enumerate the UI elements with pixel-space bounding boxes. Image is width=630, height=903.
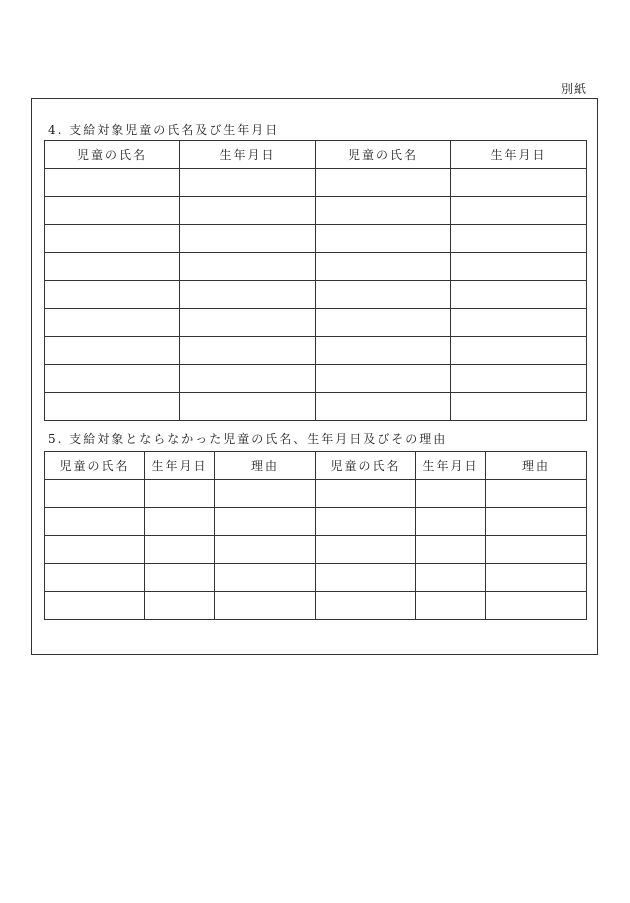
table-row (45, 536, 587, 564)
table-cell[interactable] (316, 281, 451, 309)
table-cell[interactable] (451, 225, 587, 253)
table-cell[interactable] (451, 253, 587, 281)
table-cell[interactable] (451, 309, 587, 337)
table-row (45, 337, 587, 365)
ineligible-children-table (44, 451, 587, 620)
table-cell[interactable] (45, 169, 180, 197)
table-cell[interactable] (180, 337, 316, 365)
table-cell[interactable] (180, 225, 316, 253)
table-row (45, 480, 587, 508)
table-cell[interactable] (180, 393, 316, 421)
table-cell[interactable] (316, 480, 416, 508)
table-cell[interactable] (486, 592, 587, 620)
table-header-row (45, 141, 587, 169)
table-cell[interactable] (486, 536, 587, 564)
table-cell[interactable] (45, 225, 180, 253)
table-cell[interactable] (316, 508, 416, 536)
table-cell[interactable] (45, 393, 180, 421)
table-cell[interactable] (451, 365, 587, 393)
table-cell[interactable] (145, 592, 215, 620)
table-cell[interactable] (45, 592, 145, 620)
table-cell[interactable] (316, 536, 416, 564)
table-cell[interactable] (45, 508, 145, 536)
table-row (45, 225, 587, 253)
eligible-children-rows (45, 169, 587, 421)
table-cell[interactable] (180, 197, 316, 225)
column-header-birth-date: 生年月日 (416, 452, 486, 480)
section-5-title: 5. 支給対象とならなかった児童の氏名、生年月日及びその理由 (48, 432, 448, 446)
column-header-child-name: 児童の氏名 (45, 452, 145, 480)
table-cell[interactable] (316, 309, 451, 337)
table-cell[interactable] (215, 480, 316, 508)
table-cell[interactable] (416, 508, 486, 536)
table-row (45, 309, 587, 337)
table-cell[interactable] (486, 480, 587, 508)
table-cell[interactable] (145, 480, 215, 508)
table-cell[interactable] (45, 197, 180, 225)
table-cell[interactable] (486, 508, 587, 536)
table-cell[interactable] (215, 592, 316, 620)
column-header-birth-date: 生年月日 (451, 141, 587, 169)
table-cell[interactable] (145, 564, 215, 592)
column-header-birth-date: 生年月日 (145, 452, 215, 480)
table-cell[interactable] (416, 536, 486, 564)
table-row (45, 564, 587, 592)
table-row (45, 508, 587, 536)
table-cell[interactable] (416, 480, 486, 508)
table-header-row (45, 452, 587, 480)
table-cell[interactable] (215, 564, 316, 592)
table-cell[interactable] (45, 281, 180, 309)
table-cell[interactable] (316, 592, 416, 620)
table-cell[interactable] (316, 337, 451, 365)
table-cell[interactable] (145, 508, 215, 536)
table-cell[interactable] (316, 225, 451, 253)
table-cell[interactable] (45, 536, 145, 564)
table-cell[interactable] (451, 169, 587, 197)
column-header-child-name: 児童の氏名 (45, 141, 180, 169)
table-row (45, 365, 587, 393)
table-cell[interactable] (316, 253, 451, 281)
table-cell[interactable] (316, 365, 451, 393)
table-cell[interactable] (451, 337, 587, 365)
table-row (45, 393, 587, 421)
column-header-birth-date: 生年月日 (180, 141, 316, 169)
table-cell[interactable] (180, 365, 316, 393)
table-cell[interactable] (215, 536, 316, 564)
table-cell[interactable] (45, 309, 180, 337)
table-row (45, 197, 587, 225)
column-header-child-name: 児童の氏名 (316, 141, 451, 169)
table-cell[interactable] (316, 393, 451, 421)
table-row (45, 592, 587, 620)
table-cell[interactable] (316, 197, 451, 225)
section-4-title: 4. 支給対象児童の氏名及び生年月日 (48, 123, 280, 137)
table-cell[interactable] (45, 337, 180, 365)
column-header-reason: 理由 (486, 452, 587, 480)
eligible-children-table (44, 140, 587, 421)
table-cell[interactable] (316, 564, 416, 592)
ineligible-children-rows (45, 480, 587, 620)
table-cell[interactable] (145, 536, 215, 564)
table-cell[interactable] (45, 365, 180, 393)
table-cell[interactable] (416, 592, 486, 620)
table-row (45, 281, 587, 309)
table-row (45, 253, 587, 281)
table-cell[interactable] (180, 309, 316, 337)
column-header-reason: 理由 (215, 452, 316, 480)
table-cell[interactable] (486, 564, 587, 592)
table-cell[interactable] (416, 564, 486, 592)
column-header-child-name: 児童の氏名 (316, 452, 416, 480)
table-row (45, 169, 587, 197)
table-cell[interactable] (180, 169, 316, 197)
table-cell[interactable] (180, 281, 316, 309)
table-cell[interactable] (316, 169, 451, 197)
attachment-label: 別紙 (561, 82, 588, 96)
table-cell[interactable] (451, 197, 587, 225)
table-cell[interactable] (45, 480, 145, 508)
table-cell[interactable] (45, 253, 180, 281)
table-cell[interactable] (180, 253, 316, 281)
table-cell[interactable] (451, 393, 587, 421)
table-cell[interactable] (451, 281, 587, 309)
table-cell[interactable] (45, 564, 145, 592)
table-cell[interactable] (215, 508, 316, 536)
